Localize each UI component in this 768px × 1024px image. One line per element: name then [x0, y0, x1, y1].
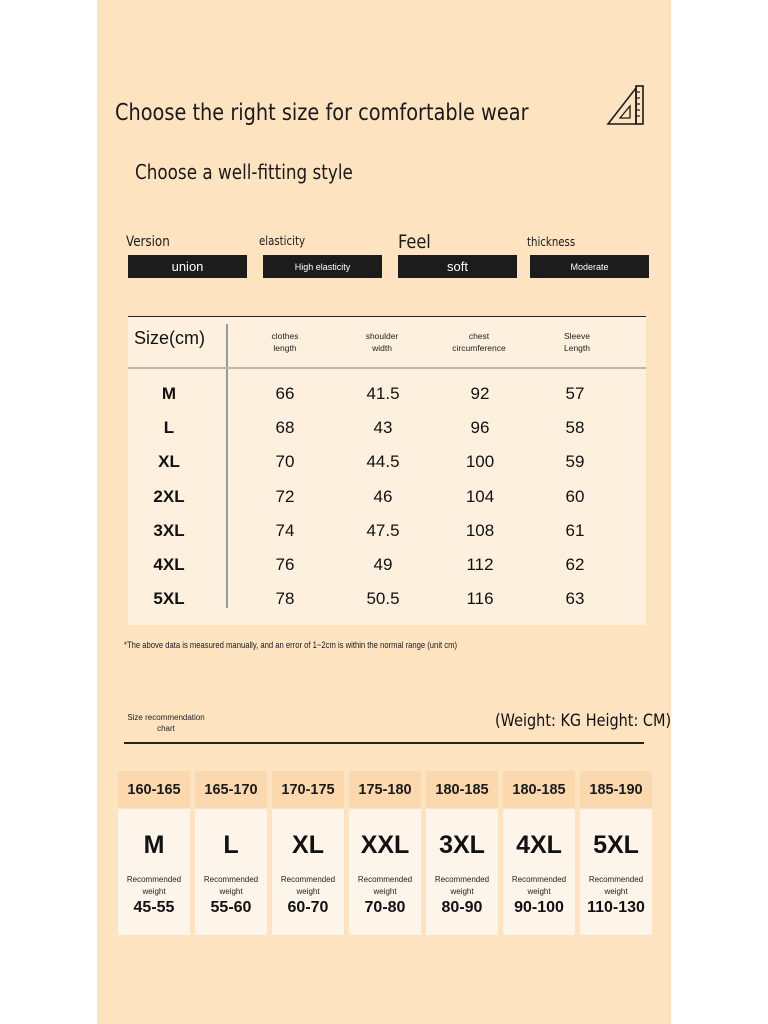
- recommendation-body: [580, 809, 652, 935]
- table-cell: 61: [565, 520, 585, 540]
- table-cell: 70: [275, 452, 295, 472]
- column-header-line: chest: [468, 331, 490, 341]
- weight-range: 80-90: [441, 899, 483, 916]
- units-note: (Weight: KG Height: CM): [495, 711, 672, 731]
- table-cell: 72: [275, 486, 295, 506]
- feature-value-feel: soft: [398, 255, 517, 278]
- column-header-line: clothes: [271, 331, 299, 341]
- recommended-weight-label-line: Recommended: [511, 875, 567, 884]
- table-cell: 49: [373, 555, 393, 574]
- recommendation-body: [426, 809, 498, 935]
- table-row-size: 5XL: [153, 589, 185, 609]
- table-row-size: XL: [158, 452, 180, 472]
- recommendation-column: [272, 771, 344, 935]
- recommendation-label: [126, 712, 206, 734]
- feature-label-thickness: thickness: [527, 235, 576, 249]
- measurement-note: *The above data is measured manually, and an error of 1~2cm is within the normal range (unit cm): [124, 640, 458, 650]
- height-range: 185-190: [580, 771, 652, 808]
- table-cell: 96: [470, 418, 490, 438]
- ruler-triangle-icon: [606, 84, 646, 126]
- column-header-line: circumference: [452, 343, 506, 353]
- height-range: 180-185: [503, 771, 575, 808]
- weight-range: 70-80: [364, 899, 406, 916]
- recommended-weight-label-line: weight: [142, 887, 166, 896]
- recommendation-body: [503, 809, 575, 935]
- recommended-weight-label-line: weight: [604, 887, 628, 896]
- feature-label-elasticity: elasticity: [259, 234, 305, 248]
- recommended-weight-label: [127, 874, 181, 898]
- recommended-size: 5XL: [593, 831, 639, 859]
- recommended-weight-label: [281, 874, 335, 898]
- recommendation-label-line: Size recommendation: [127, 713, 205, 722]
- height-range: 175-180: [349, 771, 421, 808]
- column-header-line: Sleeve: [564, 331, 590, 341]
- recommended-weight-label-line: Recommended: [203, 875, 259, 884]
- recommendation-body: [195, 809, 267, 935]
- column-header-clothes-length: [235, 330, 335, 354]
- table-cell: 78: [275, 589, 295, 609]
- weight-range: 110-130: [587, 899, 645, 916]
- column-header-line: shoulder: [365, 331, 399, 341]
- recommended-weight-label-line: Recommended: [588, 875, 644, 884]
- recommendation-column: [349, 771, 421, 935]
- recommended-size: L: [223, 831, 239, 859]
- column-header-chest-circumference: [429, 330, 529, 354]
- size-column-header: Size(cm): [134, 328, 205, 348]
- recommendation-label-line: chart: [157, 724, 175, 733]
- recommended-weight-label-line: weight: [450, 887, 474, 896]
- recommended-weight-label-line: Recommended: [434, 875, 490, 884]
- recommendation-column: [195, 771, 267, 935]
- table-cell: 50.5: [366, 589, 400, 609]
- table-cell: 63: [565, 589, 585, 609]
- table-cell: 68: [275, 418, 295, 438]
- feature-value-thickness: Moderate: [530, 255, 649, 278]
- table-cell: 59: [565, 452, 585, 472]
- column-header-line: Length: [564, 343, 590, 353]
- recommended-size: 3XL: [439, 831, 485, 859]
- table-row-size: L: [163, 418, 175, 438]
- table-cell: 62: [565, 555, 585, 574]
- table-cell: 108: [465, 520, 495, 540]
- table-cell: 46: [373, 486, 393, 506]
- recommended-weight-label-line: Recommended: [280, 875, 336, 884]
- recommendation-column: [503, 771, 575, 935]
- recommended-size: XL: [292, 831, 324, 859]
- table-row-size: 2XL: [153, 486, 185, 506]
- recommended-weight-label-line: weight: [527, 887, 551, 896]
- recommendation-body: [118, 809, 190, 935]
- height-range: 180-185: [426, 771, 498, 808]
- column-header-line: length: [273, 343, 297, 353]
- recommendation-body: [272, 809, 344, 935]
- table-cell: 58: [565, 418, 585, 438]
- weight-range: 55-60: [210, 899, 252, 916]
- recommended-weight-label: [204, 874, 258, 898]
- weight-range: 60-70: [287, 899, 329, 916]
- recommended-weight-label-line: weight: [296, 887, 320, 896]
- recommended-weight-label: [358, 874, 412, 898]
- table-cell: 92: [470, 384, 490, 403]
- height-range: 170-175: [272, 771, 344, 808]
- table-cell: 66: [275, 384, 295, 403]
- height-range: 160-165: [118, 771, 190, 808]
- feature-label-version: Version: [126, 234, 170, 250]
- recommendation-column: [580, 771, 652, 935]
- table-cell: 74: [275, 520, 295, 540]
- feature-value-elasticity: High elasticity: [263, 255, 382, 278]
- table-cell: 60: [565, 486, 585, 506]
- recommendation-column: [426, 771, 498, 935]
- table-cell: 100: [465, 452, 495, 472]
- recommendation-column: [118, 771, 190, 935]
- table-cell: 116: [466, 589, 494, 609]
- page-title: Choose the right size for comfortable wear: [115, 100, 529, 126]
- recommendation-body: [349, 809, 421, 935]
- table-cell: 57: [565, 384, 585, 403]
- recommended-size: 4XL: [516, 831, 562, 859]
- recommended-weight-label-line: weight: [219, 887, 243, 896]
- table-row-size: M: [161, 384, 177, 403]
- recommended-weight-label-line: Recommended: [126, 875, 182, 884]
- recommended-weight-label: [435, 874, 489, 898]
- weight-range: 45-55: [133, 899, 175, 916]
- column-header-shoulder-width: [332, 330, 432, 354]
- table-cell: 43: [373, 418, 393, 438]
- height-range: 165-170: [195, 771, 267, 808]
- recommended-size: XXL: [360, 831, 410, 859]
- table-cell: 76: [275, 555, 295, 574]
- feature-value-version: union: [128, 255, 247, 278]
- table-divider-horizontal: [128, 367, 646, 369]
- table-cell: 44.5: [366, 452, 400, 472]
- column-header-line: width: [372, 343, 392, 353]
- recommended-weight-label: [589, 874, 643, 898]
- recommendation-divider: [124, 742, 644, 744]
- recommended-weight-label: [512, 874, 566, 898]
- table-cell: 112: [466, 555, 494, 574]
- table-cell: 104: [465, 486, 495, 506]
- table-cell: 47.5: [366, 520, 400, 540]
- recommended-weight-label-line: weight: [373, 887, 397, 896]
- column-header-sleeve-length: [527, 330, 627, 354]
- recommended-weight-label-line: Recommended: [357, 875, 413, 884]
- feature-label-feel: Feel: [398, 231, 431, 253]
- page-subtitle: Choose a well-fitting style: [135, 160, 353, 184]
- weight-range: 90-100: [514, 899, 564, 916]
- table-cell: 41.5: [366, 384, 400, 403]
- table-row-size: 3XL: [153, 520, 185, 540]
- table-row-size: 4XL: [153, 555, 185, 574]
- recommended-size: M: [143, 831, 165, 859]
